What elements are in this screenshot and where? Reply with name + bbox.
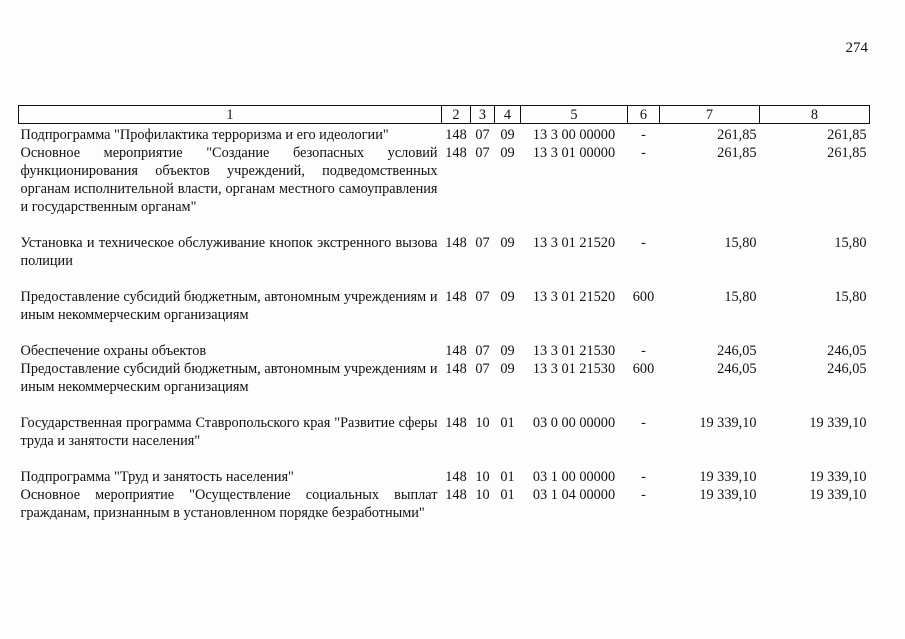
table-row xyxy=(19,234,870,288)
cell-ministry: 148 xyxy=(445,235,467,251)
table-row xyxy=(19,342,870,360)
cell-ministry: 148 xyxy=(445,343,467,359)
cell-section: 07 xyxy=(475,145,490,161)
cell-subsection: 01 xyxy=(500,415,515,431)
cell-amount-8: 19 339,10 xyxy=(809,415,867,431)
cell-target-code: 03 0 00 00000 xyxy=(532,415,616,431)
row-name: Обеспечение охраны объектов xyxy=(20,343,207,359)
row-name: Предоставление субсидий бюджетным, автономным учреждениям и иным некоммерческим организациям xyxy=(20,361,438,395)
cell-expense-type: 600 xyxy=(632,289,655,305)
cell-amount-7: 246,05 xyxy=(717,343,757,359)
cell-target-code: 03 1 04 00000 xyxy=(532,487,616,503)
page-number: 274 xyxy=(845,40,868,56)
cell-expense-type: - xyxy=(641,487,646,503)
table-row xyxy=(19,288,870,342)
cell-amount-8: 19 339,10 xyxy=(809,487,867,503)
cell-amount-7: 19 339,10 xyxy=(699,415,757,431)
cell-ministry: 148 xyxy=(445,145,467,161)
table-row xyxy=(19,144,870,234)
row-name: Основное мероприятие "Осуществление социальных выплат гражданам, признанным в установленном порядке безработными" xyxy=(20,487,438,521)
cell-target-code: 13 3 01 21520 xyxy=(532,289,616,305)
cell-subsection: 09 xyxy=(500,289,515,305)
cell-subsection: 09 xyxy=(500,145,515,161)
cell-target-code: 13 3 00 00000 xyxy=(532,127,616,143)
cell-section: 07 xyxy=(475,343,490,359)
row-name: Установка и техническое обслуживание кнопок экстренного вызова полиции xyxy=(20,235,438,269)
cell-subsection: 09 xyxy=(500,127,515,143)
cell-amount-7: 19 339,10 xyxy=(699,469,757,485)
cell-subsection: 01 xyxy=(500,487,515,503)
column-header-8: 8 xyxy=(760,106,870,124)
cell-ministry: 148 xyxy=(445,469,467,485)
cell-amount-7: 261,85 xyxy=(717,145,757,161)
column-header-2: 2 xyxy=(442,106,471,124)
table-body xyxy=(19,124,870,523)
table-row xyxy=(19,124,870,145)
row-name: Подпрограмма "Труд и занятость населения" xyxy=(20,469,294,485)
column-header-5: 5 xyxy=(521,106,628,124)
cell-target-code: 13 3 01 00000 xyxy=(532,145,616,161)
cell-ministry: 148 xyxy=(445,487,467,503)
cell-subsection: 09 xyxy=(500,361,515,377)
header-row xyxy=(19,106,870,124)
cell-subsection: 01 xyxy=(500,469,515,485)
cell-amount-7: 246,05 xyxy=(717,361,757,377)
cell-section: 10 xyxy=(475,487,490,503)
cell-expense-type: - xyxy=(641,469,646,485)
table-row xyxy=(19,486,870,522)
cell-section: 10 xyxy=(475,469,490,485)
cell-amount-8: 261,85 xyxy=(827,145,867,161)
column-header-1: 1 xyxy=(19,106,442,124)
cell-ministry: 148 xyxy=(445,127,467,143)
cell-amount-8: 246,05 xyxy=(827,343,867,359)
row-name: Основное мероприятие "Создание безопасных условий функционирования объектов учреждений, подведомственных органам исполнительной власти, органам местного самоуправления и государственным органам" xyxy=(20,145,438,215)
column-header-6: 6 xyxy=(628,106,660,124)
cell-target-code: 13 3 01 21530 xyxy=(532,361,616,377)
table-row xyxy=(19,468,870,486)
cell-expense-type: - xyxy=(641,127,646,143)
column-header-7: 7 xyxy=(660,106,760,124)
cell-section: 07 xyxy=(475,127,490,143)
cell-section: 07 xyxy=(475,235,490,251)
cell-target-code: 13 3 01 21530 xyxy=(532,343,616,359)
cell-amount-8: 15,80 xyxy=(834,235,867,251)
budget-table xyxy=(18,105,870,522)
cell-amount-8: 246,05 xyxy=(827,361,867,377)
cell-subsection: 09 xyxy=(500,343,515,359)
cell-target-code: 13 3 01 21520 xyxy=(532,235,616,251)
row-name: Государственная программа Ставропольского края "Развитие сферы труда и занятости населения" xyxy=(20,415,438,449)
cell-subsection: 09 xyxy=(500,235,515,251)
cell-amount-7: 15,80 xyxy=(724,235,757,251)
cell-amount-8: 19 339,10 xyxy=(809,469,867,485)
cell-target-code: 03 1 00 00000 xyxy=(532,469,616,485)
table-row xyxy=(19,360,870,414)
cell-amount-7: 19 339,10 xyxy=(699,487,757,503)
cell-amount-8: 15,80 xyxy=(834,289,867,305)
cell-amount-7: 261,85 xyxy=(717,127,757,143)
cell-ministry: 148 xyxy=(445,361,467,377)
cell-expense-type: - xyxy=(641,415,646,431)
cell-section: 07 xyxy=(475,289,490,305)
table-header xyxy=(19,106,870,124)
cell-section: 10 xyxy=(475,415,490,431)
row-name: Предоставление субсидий бюджетным, автономным учреждениям и иным некоммерческим организациям xyxy=(20,289,438,323)
cell-amount-8: 261,85 xyxy=(827,127,867,143)
column-header-3: 3 xyxy=(471,106,495,124)
cell-expense-type: - xyxy=(641,343,646,359)
cell-ministry: 148 xyxy=(445,289,467,305)
cell-expense-type: 600 xyxy=(632,361,655,377)
cell-section: 07 xyxy=(475,361,490,377)
cell-expense-type: - xyxy=(641,235,646,251)
row-name: Подпрограмма "Профилактика терроризма и его идеологии" xyxy=(20,127,389,143)
cell-ministry: 148 xyxy=(445,415,467,431)
cell-expense-type: - xyxy=(641,145,646,161)
column-header-4: 4 xyxy=(495,106,521,124)
table-row xyxy=(19,414,870,468)
cell-amount-7: 15,80 xyxy=(724,289,757,305)
